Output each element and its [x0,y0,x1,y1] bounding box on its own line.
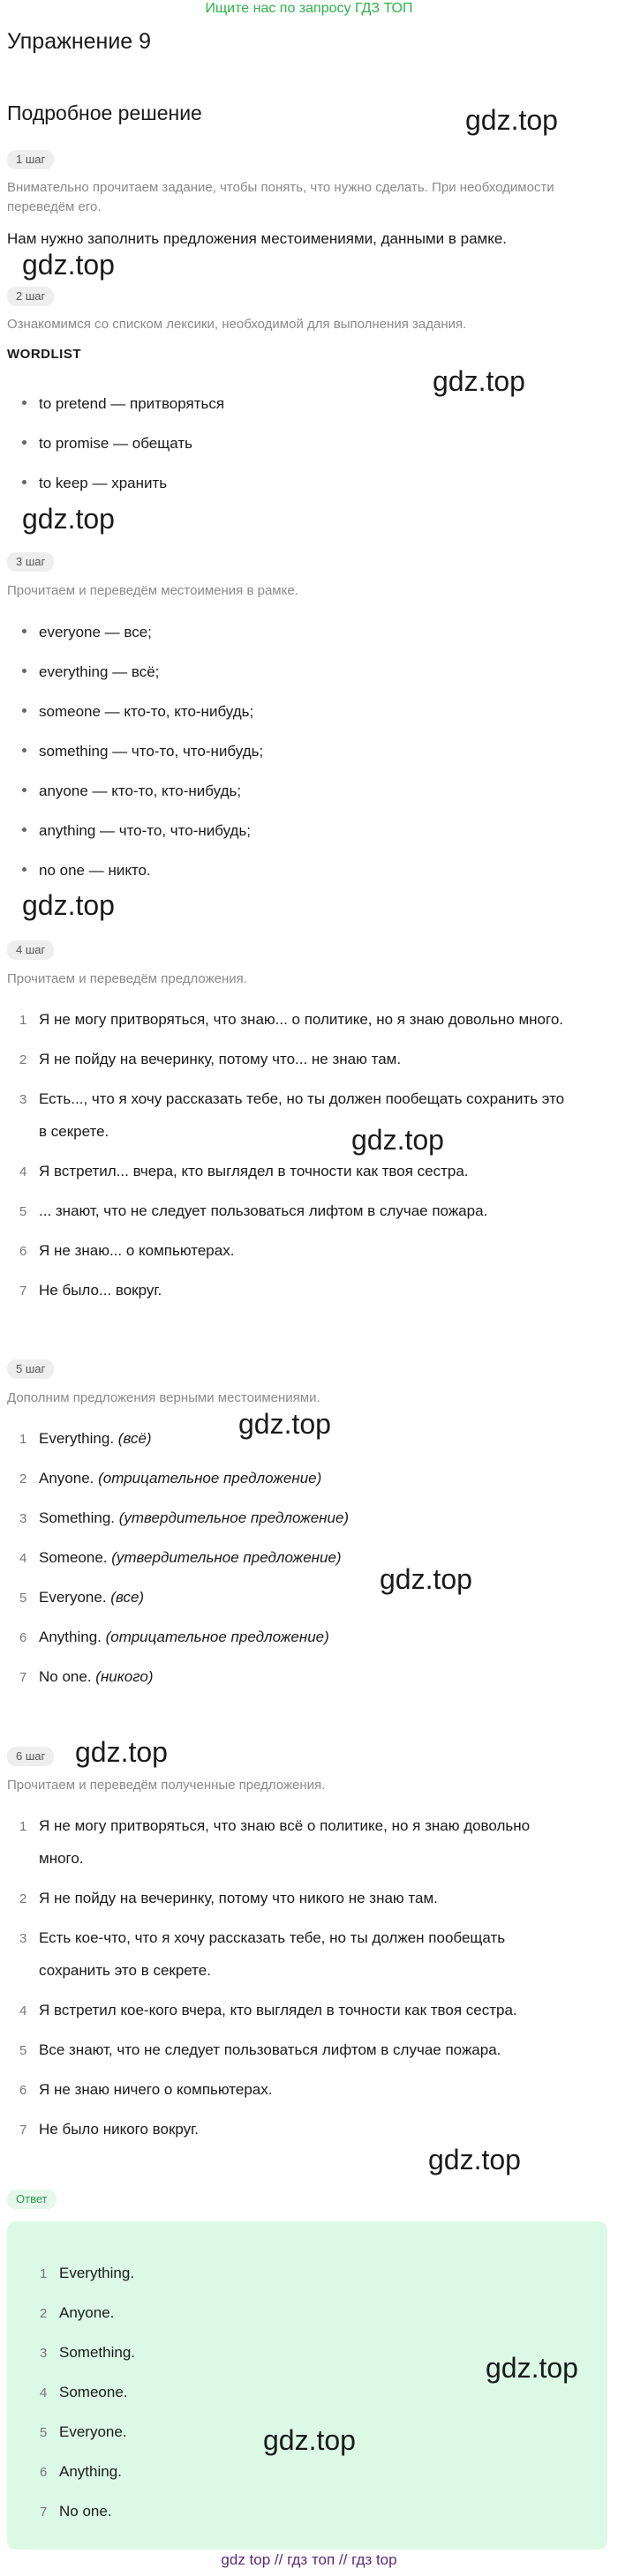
list-item: everything — всё; [22,663,159,681]
watermark: gdz.top [22,889,115,921]
step-description: Дополним предложения верными местоимениями. [7,1390,320,1405]
list-item: 1 Я не могу притворяться, что знаю... о политике, но я знаю довольно много. [19,1011,564,1028]
list-item: 4 Someone. (утвердительное предложение) [19,1549,342,1566]
bullet-icon [22,867,26,872]
list-item: to promise — обещать [22,435,192,453]
answer-item: 1 Everything. [40,2265,135,2281]
bullet-icon [22,708,26,713]
list-item: 4 Я встретил... вчера, кто выглядел в точности как твоя сестра. [19,1163,469,1179]
watermark: gdz.top [433,365,525,397]
solution-heading: Подробное решение [7,101,202,124]
list-item: 7 Не было никого вокруг. [19,2121,200,2138]
bullet-icon [22,401,26,405]
step-description: Прочитаем и переведём полученные предложения. [7,1778,326,1793]
bullet-icon [22,827,26,832]
list-item: 2 Я не пойду на вечеринку, потому что никого не знаю там. [19,1890,438,1906]
list-item-continuation: в секрете. [39,1123,109,1140]
step-description: Прочитаем и переведём местоимения в рамке. [7,583,298,598]
step-description: Прочитаем и переведём предложения. [7,971,247,986]
list-item: 1 Я не могу притворяться, что знаю всё о политике, но я знаю довольно [19,1817,531,1834]
list-item: 3 Есть..., что я хочу рассказать тебе, но ты должен пообещать сохранить это [19,1090,565,1107]
watermark: gdz.top [351,1124,444,1156]
list-item: everyone — все; [22,624,152,641]
watermark: gdz.top [75,1736,168,1768]
watermark: gdz.top [22,249,115,281]
answer-item: 3 Something. [40,2344,135,2361]
step-description: Внимательно прочитаем задание, чтобы понять, что нужно сделать. При необходимости переведём его. [7,180,554,214]
list-item: 1 Everything. (всё) [19,1430,152,1447]
watermark: gdz.top [465,104,558,136]
list-item: someone — кто-то, кто-нибудь; [22,703,253,721]
bullet-icon [22,669,26,673]
list-item: 5 Все знают, что не следует пользоваться лифтом в случае пожара. [19,2041,501,2058]
list-item: 3 Есть кое-что, что я хочу рассказать тебе, но ты должен пообещать [19,1929,506,1946]
page-title: Упражнение 9 [7,29,152,54]
watermark: gdz.top [486,2352,578,2384]
step-badge: 1 шаг [7,150,54,169]
list-item: 5 ... знают, что не следует пользоваться лифтом в случае пожара. [19,1202,488,1219]
step-description: Ознакомимся со списком лексики, необходимой для выполнения задания. [7,317,467,332]
list-item: 7 Не было... вокруг. [19,1282,162,1299]
step-badge: 3 шаг [7,552,54,572]
step-badge: 2 шаг [7,287,54,306]
wordlist-title: WORDLIST [7,347,81,362]
list-item: to keep — хранить [22,475,167,492]
watermark: gdz.top [428,2144,521,2175]
watermark: gdz.top [238,1408,331,1440]
step-badge: 6 шаг [7,1747,54,1766]
list-item: anything — что-то, что-нибудь; [22,822,251,840]
list-item: 6 Anything. (отрицательное предложение) [19,1629,329,1645]
step-badge: 4 шаг [7,940,54,960]
list-item: 5 Everyone. (все) [19,1589,145,1606]
list-item: anyone — кто-то, кто-нибудь; [22,783,241,800]
bullet-icon [22,748,26,753]
answer-item: 6 Anything. [40,2463,122,2480]
list-item: no one — никто. [22,862,151,880]
answer-badge: Ответ [7,2190,57,2209]
list-item: something — что-то, что-нибудь; [22,743,263,760]
list-item: to pretend — притворяться [22,395,224,413]
list-item-continuation: много. [39,1850,84,1867]
footer-links[interactable]: gdz top // гдз топ // гдз top [221,2551,397,2568]
answer-item: 7 No one. [40,2503,112,2520]
answer-item: 2 Anyone. [40,2304,115,2321]
bullet-icon [22,480,26,484]
watermark: gdz.top [380,1563,472,1595]
bullet-icon [22,788,26,792]
list-item: 6 Я не знаю ничего о компьютерах. [19,2081,273,2098]
answer-item: 4 Someone. [40,2384,128,2400]
list-item: 2 Я не пойду на вечеринку, потому что... не знаю там. [19,1051,402,1067]
watermark: gdz.top [22,503,115,535]
list-item-continuation: сохранить это в секрете. [39,1962,211,1979]
list-item: 2 Anyone. (отрицательное предложение) [19,1470,322,1486]
bullet-icon [22,440,26,445]
step-badge: 5 шаг [7,1359,54,1379]
list-item: 7 No one. (никого) [19,1668,154,1685]
answer-item: 5 Everyone. [40,2423,127,2440]
step-text: Нам нужно заполнить предложения местоимениями, данными в рамке. [7,230,508,247]
watermark: gdz.top [263,2424,356,2456]
bullet-icon [22,629,26,633]
list-item: 3 Something. (утвердительное предложение) [19,1509,350,1526]
top-search-link[interactable]: Ищите нас по запросу ГДЗ ТОП [205,1,413,16]
list-item: 6 Я не знаю... о компьютерах. [19,1242,235,1259]
list-item: 4 Я встретил кое-кого вчера, кто выглядел в точности как твоя сестра. [19,2002,517,2018]
